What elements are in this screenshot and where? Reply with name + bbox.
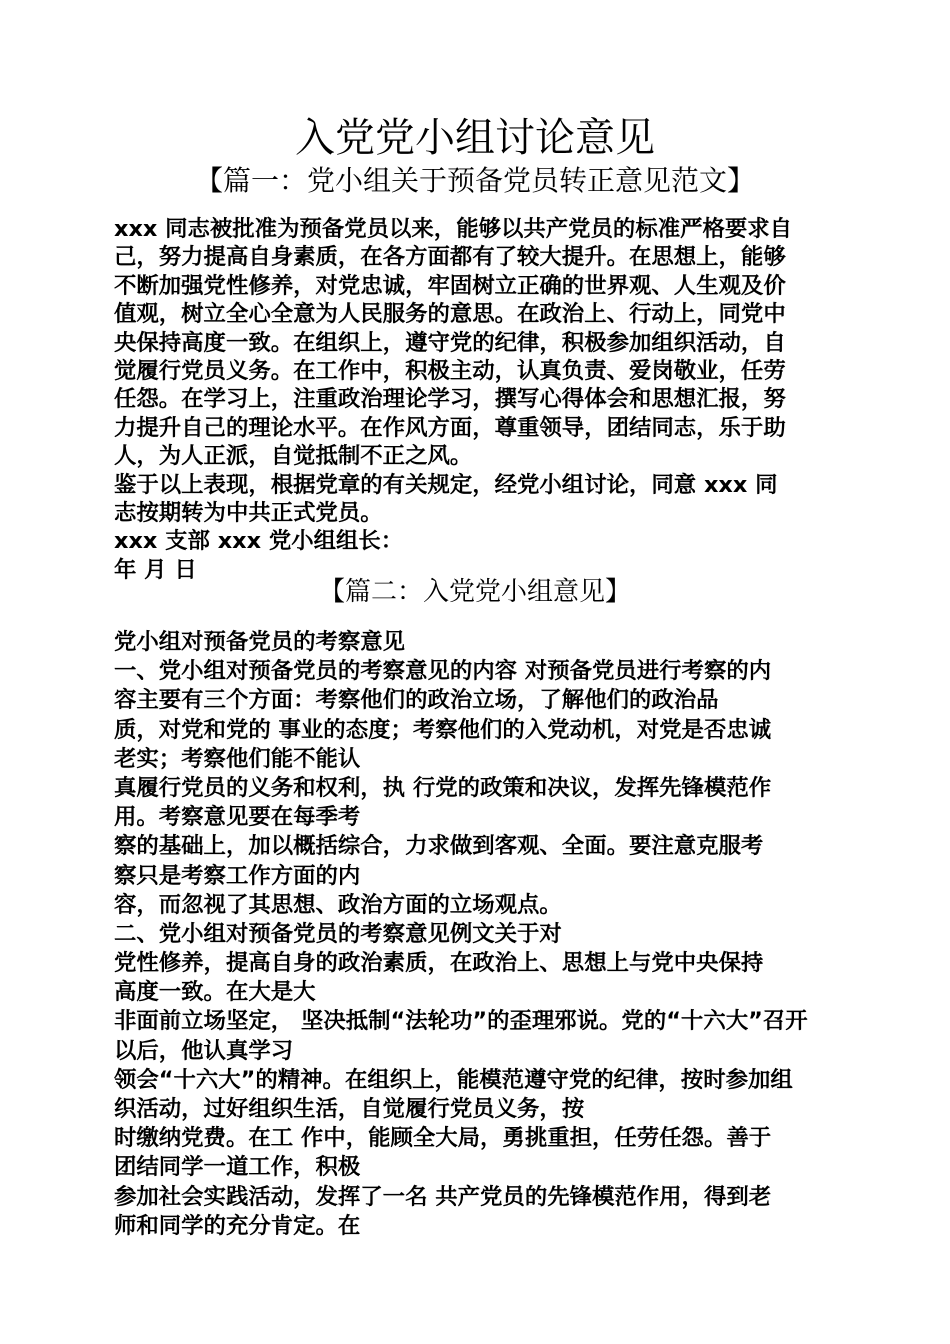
section-2-text-line: 用。考察意见要在每季考 [114,804,361,831]
section-2-text-line: 容，而忽视了其思想、政治方面的立场观点。 [114,891,562,918]
section-1-text-line: 不断加强党性修养，对党忠诚，牢固树立正确的世界观、人生观及价 [114,272,786,299]
section-1-text-line: 央保持高度一致。在组织上，遵守党的纪律，积极参加组织活动，自 [114,329,786,356]
section-2-text-line: 老实；考察他们能不能认 [114,745,361,772]
section-2-text-line: 党性修养，提高自身的政治素质，在政治上、思想上与党中央保持 [114,950,764,977]
section-2-text-line: 一、党小组对预备党员的考察意见的内容 对预备党员进行考察的内 [114,658,772,685]
section-2-text-line: 以后，他认真学习 [114,1037,294,1064]
section-2-text-line: 师和同学的充分肯定。在 [114,1212,361,1239]
section-2-text-line: 团结同学一道工作，积极 [114,1154,361,1181]
document-title: 入党党小组讨论意见 [295,115,655,161]
section-2-text-line: 质，对党和党的 事业的态度；考察他们的入党动机，对党是否忠诚 [114,716,772,743]
section-1-text-line: 任怨。在学习上，注重政治理论学习，撰写心得体会和思想汇报，努 [114,386,786,413]
section-1-text-line: xxx 同志被批准为预备党员以来，能够以共产党员的标准严格要求自 [114,216,793,242]
section-1-text-line: 力提升自己的理论水平。在作风方面，尊重领导，团结同志，乐于助 [114,414,786,441]
section-2-text-line: 时缴纳党费。在工 作中，能顾全大局，勇挑重担，任劳任怨。善于 [114,1125,772,1152]
section-2-text-line: 非面前立场坚定， 坚决抵制“法轮功”的歪理邪说。党的“十六大”召开 [114,1008,808,1035]
section-2-text-line: 领会“十六大”的精神。在组织上，能模范遵守党的纪律，按时参加组 [114,1066,793,1093]
section-1-text-line: 觉履行党员义务。在工作中，积极主动，认真负责、爱岗敬业，任劳 [114,357,786,384]
section-2-text-line: 察的基础上，加以概括综合，力求做到客观、全面。要注意克服考 [114,833,764,860]
section-1-body [114,215,838,584]
section-2-text-line: 二、党小组对预备党员的考察意见例文关于对 [114,920,562,947]
section-1-text-line: 鉴于以上表现，根据党章的有关规定，经党小组讨论，同意 xxx 同 [114,471,778,498]
section-2-text-line: 参加社会实践活动，发挥了一名 共产党员的先锋模范作用，得到老 [114,1183,772,1210]
section-1-text-line: 己，努力提高自身素质，在各方面都有了较大提升。在思想上，能够 [114,244,786,271]
section-2-text-line: 容主要有三个方面：考察他们的政治立场，了解他们的政治品 [114,687,719,714]
section-1-text-line: xxx 支部 xxx 党小组组长： [114,528,404,555]
section-1-text-line: 值观，树立全心全意为人民服务的意思。在政治上、行动上，同党中 [114,301,786,328]
section-2-body [114,628,838,1241]
section-2-text-line: 党小组对预备党员的考察意见 [114,629,406,655]
section-2-text-line: 察只是考察工作方面的内 [114,862,361,889]
section-1-text-line: 志按期转为中共正式党员。 [114,499,383,526]
section-1-text-line: 年 月 日 [114,556,197,583]
section-2-text-line: 织活动，过好组织生活，自觉履行党员义务，按 [114,1096,585,1122]
section-2-text-line: 真履行党员的义务和权利，执 行党的政策和决议，发挥先锋模范作 [114,774,772,801]
section-2-heading: 【篇二：入党党小组意见】 [318,577,631,607]
section-2-text-line: 高度一致。在大是大 [114,979,316,1006]
section-1-heading: 【篇一：党小组关于预备党员转正意见范文】 [194,164,755,197]
section-1-text-line: 人，为人正派，自觉抵制不正之风。 [114,443,473,470]
